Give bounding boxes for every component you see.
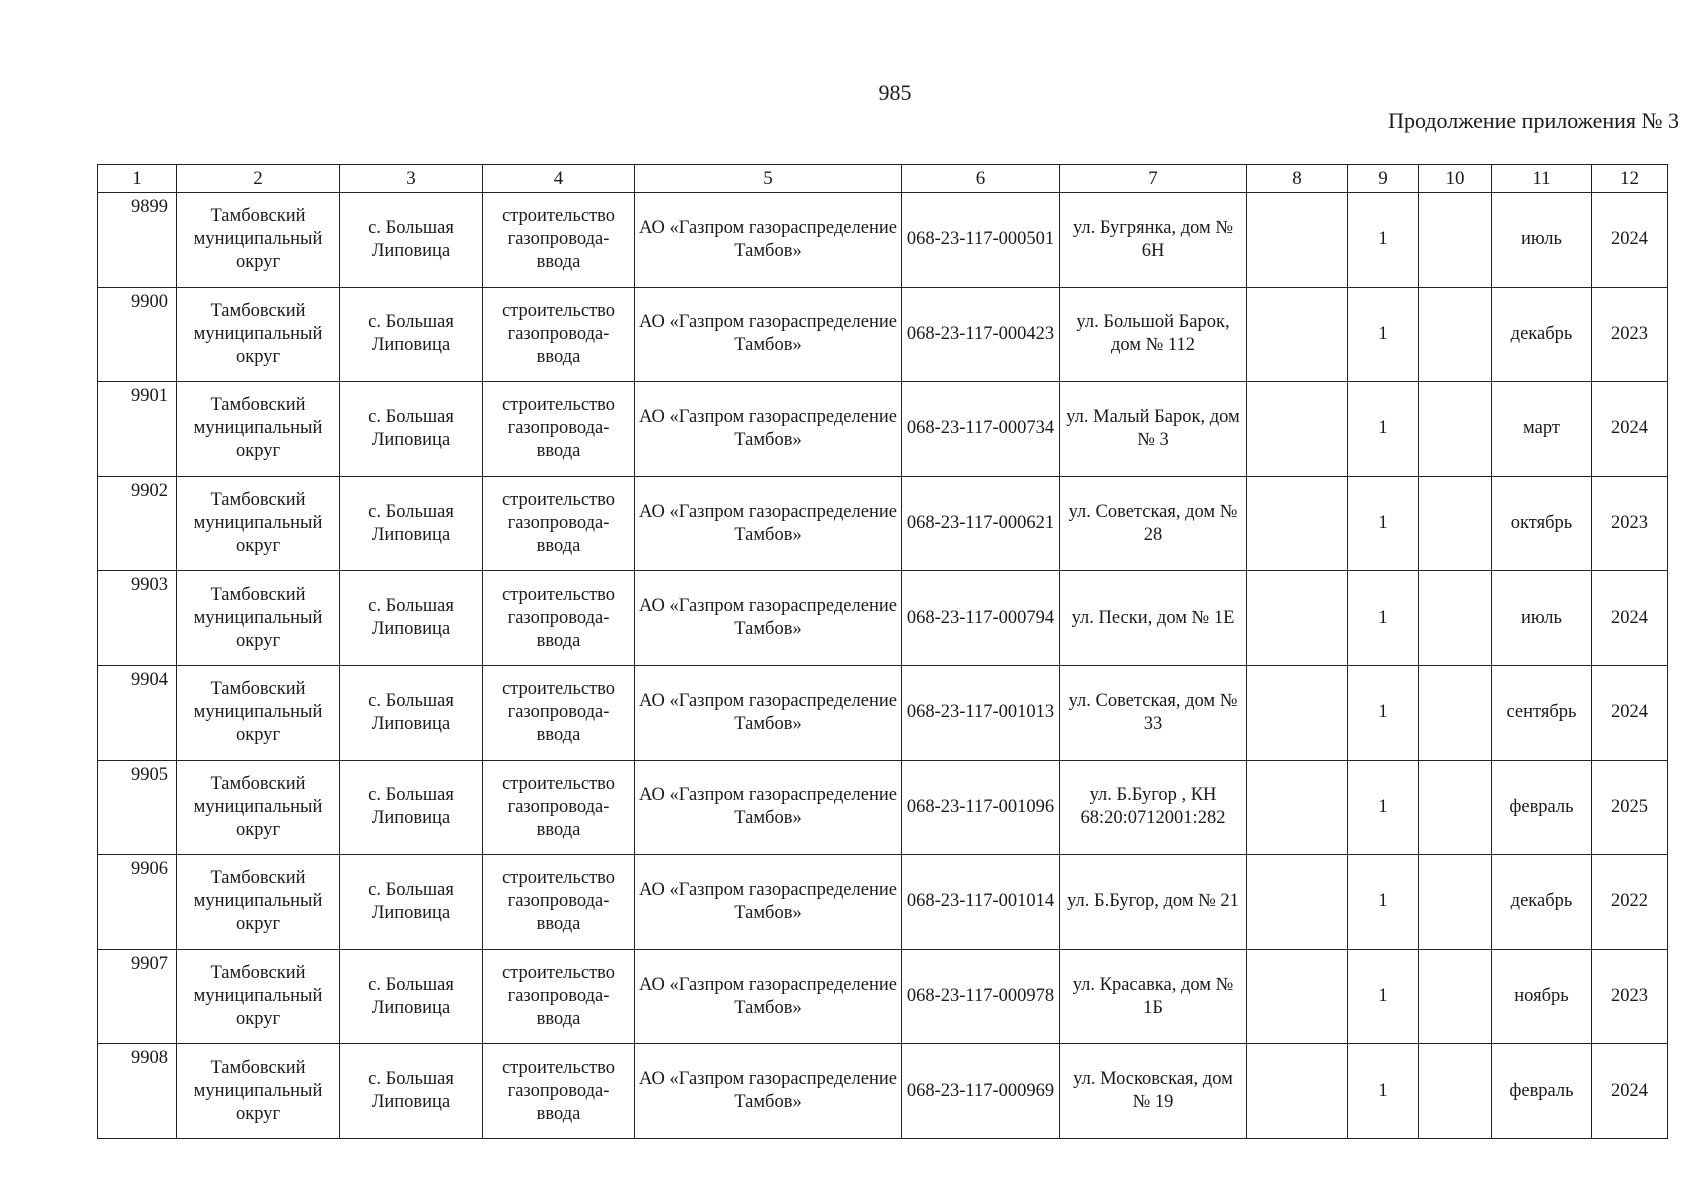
table-body: [98, 193, 1668, 1139]
column-10-cell: [1419, 476, 1492, 571]
locality-cell: с. Большая Липовица: [340, 571, 483, 666]
address-cell: ул. Б.Бугор, дом № 21: [1060, 855, 1247, 950]
registry-table: [97, 164, 1668, 1139]
count-cell: 1: [1348, 287, 1419, 382]
column-8-cell: [1247, 1044, 1348, 1139]
column-header: 7: [1060, 165, 1247, 193]
column-header: 2: [177, 165, 340, 193]
column-10-cell: [1419, 855, 1492, 950]
year-cell: 2024: [1592, 571, 1668, 666]
work-type-cell: строительство газопровода-ввода: [483, 855, 635, 950]
month-cell: ноябрь: [1492, 949, 1592, 1044]
locality-cell: с. Большая Липовица: [340, 665, 483, 760]
object-code-cell: 068-23-117-001014: [902, 855, 1060, 950]
locality-cell: с. Большая Липовица: [340, 1044, 483, 1139]
year-cell: 2023: [1592, 476, 1668, 571]
count-cell: 1: [1348, 1044, 1419, 1139]
column-header: 5: [635, 165, 902, 193]
locality-cell: с. Большая Липовица: [340, 476, 483, 571]
year-cell: 2024: [1592, 665, 1668, 760]
column-header: 12: [1592, 165, 1668, 193]
year-cell: 2024: [1592, 193, 1668, 288]
year-cell: 2023: [1592, 287, 1668, 382]
object-code-cell: 068-23-117-000621: [902, 476, 1060, 571]
work-type-cell: строительство газопровода-ввода: [483, 949, 635, 1044]
month-cell: июль: [1492, 571, 1592, 666]
work-type-cell: строительство газопровода-ввода: [483, 665, 635, 760]
column-8-cell: [1247, 476, 1348, 571]
count-cell: 1: [1348, 571, 1419, 666]
column-header: 1: [98, 165, 177, 193]
count-cell: 1: [1348, 760, 1419, 855]
row-number-cell: 9900: [98, 287, 177, 382]
district-cell: Тамбовский муниципальный округ: [177, 760, 340, 855]
column-8-cell: [1247, 949, 1348, 1044]
column-10-cell: [1419, 382, 1492, 477]
table-row: [98, 193, 1668, 288]
header-row: [98, 165, 1668, 193]
work-type-cell: строительство газопровода-ввода: [483, 476, 635, 571]
work-type-cell: строительство газопровода-ввода: [483, 571, 635, 666]
row-number-cell: 9901: [98, 382, 177, 477]
address-cell: ул. Красавка, дом № 1Б: [1060, 949, 1247, 1044]
count-cell: 1: [1348, 193, 1419, 288]
month-cell: март: [1492, 382, 1592, 477]
locality-cell: с. Большая Липовица: [340, 193, 483, 288]
row-number-cell: 9908: [98, 1044, 177, 1139]
page-number: 985: [878, 80, 912, 105]
column-header: 8: [1247, 165, 1348, 193]
object-code-cell: 068-23-117-000501: [902, 193, 1060, 288]
object-code-cell: 068-23-117-000423: [902, 287, 1060, 382]
row-number-cell: 9904: [98, 665, 177, 760]
table-row: [98, 855, 1668, 950]
address-cell: ул. Советская, дом № 33: [1060, 665, 1247, 760]
district-cell: Тамбовский муниципальный округ: [177, 665, 340, 760]
row-number-cell: 9906: [98, 855, 177, 950]
object-code-cell: 068-23-117-000734: [902, 382, 1060, 477]
address-cell: ул. Советская, дом № 28: [1060, 476, 1247, 571]
work-type-cell: строительство газопровода-ввода: [483, 287, 635, 382]
column-header: 6: [902, 165, 1060, 193]
count-cell: 1: [1348, 855, 1419, 950]
organization-cell: АО «Газпром газораспределение Тамбов»: [635, 665, 902, 760]
table-row: [98, 760, 1668, 855]
locality-cell: с. Большая Липовица: [340, 382, 483, 477]
table-row: [98, 665, 1668, 760]
row-number-cell: 9907: [98, 949, 177, 1044]
count-cell: 1: [1348, 949, 1419, 1044]
table-row: [98, 382, 1668, 477]
count-cell: 1: [1348, 382, 1419, 477]
month-cell: декабрь: [1492, 855, 1592, 950]
work-type-cell: строительство газопровода-ввода: [483, 760, 635, 855]
year-cell: 2025: [1592, 760, 1668, 855]
district-cell: Тамбовский муниципальный округ: [177, 1044, 340, 1139]
column-8-cell: [1247, 855, 1348, 950]
column-header: 3: [340, 165, 483, 193]
row-number-cell: 9899: [98, 193, 177, 288]
organization-cell: АО «Газпром газораспределение Тамбов»: [635, 287, 902, 382]
row-number-cell: 9905: [98, 760, 177, 855]
column-header: 10: [1419, 165, 1492, 193]
work-type-cell: строительство газопровода-ввода: [483, 1044, 635, 1139]
count-cell: 1: [1348, 665, 1419, 760]
column-10-cell: [1419, 571, 1492, 666]
column-10-cell: [1419, 1044, 1492, 1139]
column-8-cell: [1247, 665, 1348, 760]
work-type-cell: строительство газопровода-ввода: [483, 193, 635, 288]
object-code-cell: 068-23-117-000969: [902, 1044, 1060, 1139]
year-cell: 2024: [1592, 382, 1668, 477]
column-8-cell: [1247, 193, 1348, 288]
district-cell: Тамбовский муниципальный округ: [177, 476, 340, 571]
address-cell: ул. Пески, дом № 1Е: [1060, 571, 1247, 666]
year-cell: 2024: [1592, 1044, 1668, 1139]
row-number-cell: 9902: [98, 476, 177, 571]
column-8-cell: [1247, 287, 1348, 382]
locality-cell: с. Большая Липовица: [340, 855, 483, 950]
column-8-cell: [1247, 382, 1348, 477]
column-8-cell: [1247, 571, 1348, 666]
district-cell: Тамбовский муниципальный округ: [177, 287, 340, 382]
organization-cell: АО «Газпром газораспределение Тамбов»: [635, 855, 902, 950]
district-cell: Тамбовский муниципальный округ: [177, 949, 340, 1044]
object-code-cell: 068-23-117-001096: [902, 760, 1060, 855]
column-10-cell: [1419, 949, 1492, 1044]
object-code-cell: 068-23-117-001013: [902, 665, 1060, 760]
district-cell: Тамбовский муниципальный округ: [177, 382, 340, 477]
month-cell: февраль: [1492, 760, 1592, 855]
object-code-cell: 068-23-117-000794: [902, 571, 1060, 666]
month-cell: июль: [1492, 193, 1592, 288]
organization-cell: АО «Газпром газораспределение Тамбов»: [635, 193, 902, 288]
organization-cell: АО «Газпром газораспределение Тамбов»: [635, 571, 902, 666]
organization-cell: АО «Газпром газораспределение Тамбов»: [635, 382, 902, 477]
organization-cell: АО «Газпром газораспределение Тамбов»: [635, 476, 902, 571]
table-row: [98, 949, 1668, 1044]
month-cell: октябрь: [1492, 476, 1592, 571]
address-cell: ул. Московская, дом № 19: [1060, 1044, 1247, 1139]
year-cell: 2023: [1592, 949, 1668, 1044]
district-cell: Тамбовский муниципальный округ: [177, 193, 340, 288]
address-cell: ул. Большой Барок, дом № 112: [1060, 287, 1247, 382]
table-row: [98, 571, 1668, 666]
column-header: 11: [1492, 165, 1592, 193]
column-10-cell: [1419, 287, 1492, 382]
organization-cell: АО «Газпром газораспределение Тамбов»: [635, 760, 902, 855]
count-cell: 1: [1348, 476, 1419, 571]
table-row: [98, 476, 1668, 571]
month-cell: февраль: [1492, 1044, 1592, 1139]
district-cell: Тамбовский муниципальный округ: [177, 855, 340, 950]
column-10-cell: [1419, 193, 1492, 288]
column-10-cell: [1419, 760, 1492, 855]
organization-cell: АО «Газпром газораспределение Тамбов»: [635, 949, 902, 1044]
column-10-cell: [1419, 665, 1492, 760]
year-cell: 2022: [1592, 855, 1668, 950]
work-type-cell: строительство газопровода-ввода: [483, 382, 635, 477]
row-number-cell: 9903: [98, 571, 177, 666]
locality-cell: с. Большая Липовица: [340, 760, 483, 855]
column-header: 9: [1348, 165, 1419, 193]
address-cell: ул. Б.Бугор , КН 68:20:0712001:282: [1060, 760, 1247, 855]
table-header: [98, 165, 1668, 193]
month-cell: сентябрь: [1492, 665, 1592, 760]
organization-cell: АО «Газпром газораспределение Тамбов»: [635, 1044, 902, 1139]
locality-cell: с. Большая Липовица: [340, 949, 483, 1044]
column-header: 4: [483, 165, 635, 193]
district-cell: Тамбовский муниципальный округ: [177, 571, 340, 666]
locality-cell: с. Большая Липовица: [340, 287, 483, 382]
object-code-cell: 068-23-117-000978: [902, 949, 1060, 1044]
address-cell: ул. Бугрянка, дом № 6Н: [1060, 193, 1247, 288]
month-cell: декабрь: [1492, 287, 1592, 382]
table-row: [98, 1044, 1668, 1139]
table-row: [98, 287, 1668, 382]
appendix-subtitle: Продолжение приложения № 3: [1388, 108, 1679, 133]
column-8-cell: [1247, 760, 1348, 855]
address-cell: ул. Малый Барок, дом № 3: [1060, 382, 1247, 477]
